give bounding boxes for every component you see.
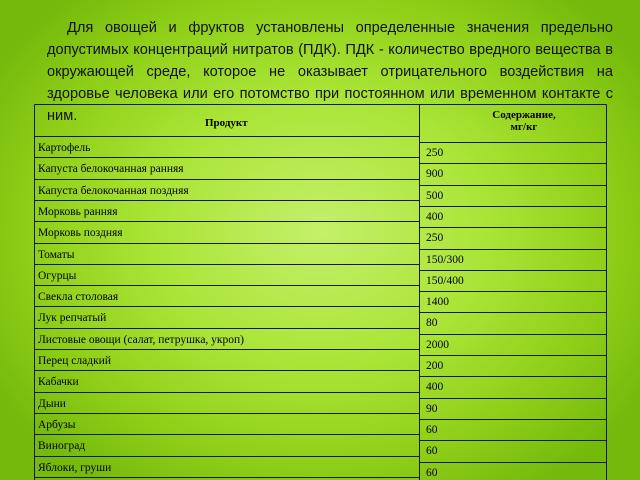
content-value-cell: 900 — [426, 168, 444, 180]
product-cell: Перец сладкий — [38, 355, 111, 367]
content-value-cell: 1400 — [426, 296, 449, 308]
content-value-cell: 80 — [426, 317, 438, 329]
content-value-cell: 2000 — [426, 339, 449, 351]
header-product: Продукт — [205, 117, 248, 129]
product-cell: Свекла столовая — [38, 291, 119, 303]
content-value-cell: 60 — [426, 424, 438, 436]
content-value-cell: 60 — [426, 467, 438, 479]
product-cell: Томаты — [38, 249, 75, 261]
product-cell: Морковь ранняя — [38, 206, 118, 218]
content-value-cell: 250 — [426, 232, 444, 244]
content-value-cell: 90 — [426, 403, 438, 415]
product-cell: Яблоки, груши — [38, 462, 112, 474]
product-cell: Капуста белокочанная ранняя — [38, 163, 184, 175]
header-content-line1: Содержание, — [492, 109, 556, 121]
product-cell: Кабачки — [38, 376, 79, 388]
nitrate-table — [34, 104, 607, 480]
header-content-unit: мг/кг — [510, 121, 538, 133]
content-value-cell: 250 — [426, 147, 444, 159]
content-value-cell: 400 — [426, 381, 444, 393]
content-value-cell: 200 — [426, 360, 444, 372]
header-content — [459, 109, 589, 133]
intro-paragraph: Для овощей и фруктов установлены определенные значения предельно допустимых концентраций нитратов (ПДК). ПДК - количество вредного вещества в окружающей среде, которое не оказывает отрицательного воздействия на здоровье человека или его потомство при постоянном или временном контакте с ним. — [47, 20, 613, 124]
content-value-cell: 150/400 — [426, 275, 464, 287]
product-cell: Виноград — [38, 440, 86, 452]
table-grid — [34, 104, 607, 480]
product-cell: Картофель — [38, 142, 91, 154]
content-value-cell: 500 — [426, 190, 444, 202]
content-value-cell: 150/300 — [426, 254, 464, 266]
content-value-cell: 60 — [426, 445, 438, 457]
product-cell: Лук репчатый — [38, 312, 107, 324]
product-cell: Капуста белокочанная поздняя — [38, 185, 189, 197]
product-cell: Дыни — [38, 398, 66, 410]
product-cell: Морковь поздняя — [38, 227, 123, 239]
content-value-cell: 400 — [426, 211, 444, 223]
product-cell: Огурцы — [38, 270, 77, 282]
product-cell: Арбузы — [38, 419, 76, 431]
product-cell: Листовые овощи (салат, петрушка, укроп) — [38, 334, 245, 346]
